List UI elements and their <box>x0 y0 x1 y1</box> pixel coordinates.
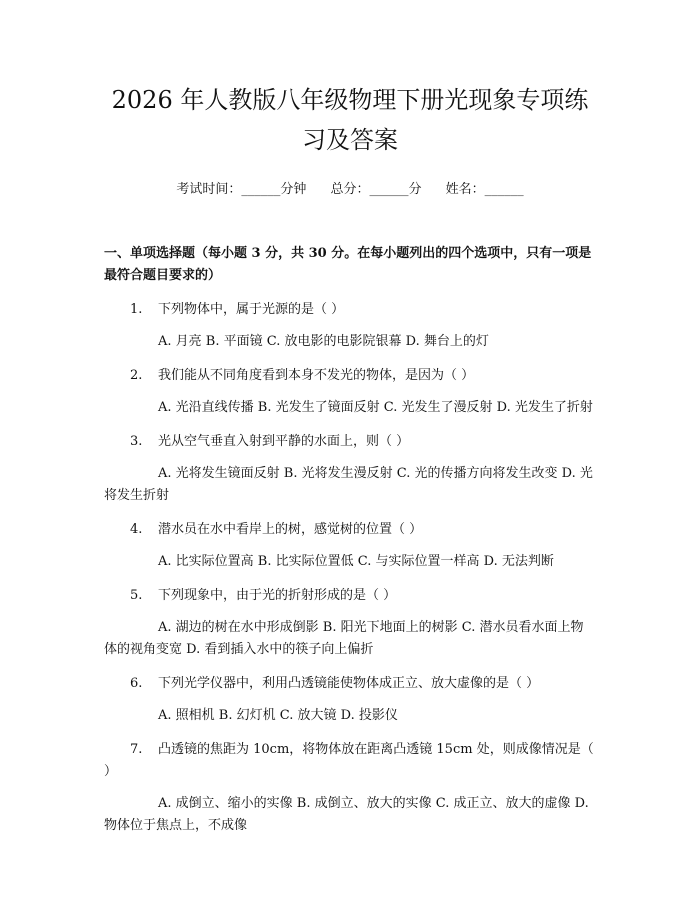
question-number: 5. <box>130 588 143 603</box>
question-2 <box>104 365 596 419</box>
question-text: 下列光学仪器中，利用凸透镜能使物体成正立、放大虚像的是（ ） <box>158 676 540 691</box>
question-stem <box>104 519 596 541</box>
question-3 <box>104 431 596 507</box>
document-title <box>104 0 596 160</box>
exam-time: 考试时间：______分钟 <box>176 182 307 197</box>
question-options: A. 湖边的树在水中形成倒影 B. 阳光下地面上的树影 C. 潜水员看水面上物体的视角变宽 D. 看到插入水中的筷子向上偏折 <box>104 620 584 657</box>
question-5 <box>104 585 596 661</box>
question-stem <box>104 299 596 321</box>
question-text: 下列物体中，属于光源的是（ ） <box>158 302 345 317</box>
question-options: A. 光沿直线传播 B. 光发生了镜面反射 C. 光发生了漫反射 D. 光发生了折射 <box>158 400 593 415</box>
question-stem <box>104 739 596 783</box>
question-number: 3. <box>130 434 143 449</box>
title-line-2: 习及答案 <box>302 126 398 154</box>
section-heading-single-choice: 一、单项选择题（每小题 3 分，共 30 分。在每小题列出的四个选项中，只有一项是最符合题目要求的） <box>104 246 592 283</box>
question-number: 7. <box>130 742 143 757</box>
exam-name: 姓名：______ <box>445 182 524 197</box>
question-stem <box>104 673 596 695</box>
exam-info <box>104 180 596 200</box>
question-text: 下列现象中，由于光的折射形成的是（ ） <box>158 588 397 603</box>
question-number: 6. <box>130 676 143 691</box>
question-text: 潜水员在水中看岸上的树，感觉树的位置（ ） <box>158 522 423 537</box>
question-options: A. 光将发生镜面反射 B. 光将发生漫反射 C. 光的传播方向将发生改变 D. 光将发生折射 <box>104 466 593 503</box>
question-options: A. 成倒立、缩小的实像 B. 成倒立、放大的实像 C. 成正立、放大的虚像 D. 物体位于焦点上，不成像 <box>104 796 589 833</box>
question-options: A. 比实际位置高 B. 比实际位置低 C. 与实际位置一样高 D. 无法判断 <box>158 554 554 569</box>
question-number: 4. <box>130 522 143 537</box>
question-stem <box>104 365 596 387</box>
question-stem <box>104 431 596 453</box>
question-options: A. 月亮 B. 平面镜 C. 放电影的电影院银幕 D. 舞台上的灯 <box>158 334 489 349</box>
question-options: A. 照相机 B. 幻灯机 C. 放大镜 D. 投影仪 <box>158 708 398 723</box>
question-text: 我们能从不同角度看到本身不发光的物体，是因为（ ） <box>158 368 475 383</box>
title-line-1: 2026 年人教版八年级物理下册光现象专项练 <box>111 86 589 114</box>
question-number: 2. <box>130 368 143 383</box>
question-1 <box>104 299 596 353</box>
question-text: 凸透镜的焦距为 10cm，将物体放在距离凸透镜 15cm 处，则成像情况是（ ） <box>104 742 594 779</box>
question-text: 光从空气垂直入射到平静的水面上，则（ ） <box>158 434 410 449</box>
question-number: 1. <box>130 302 143 317</box>
exam-total-score: 总分：______分 <box>330 182 422 197</box>
question-4 <box>104 519 596 573</box>
question-stem <box>104 585 596 607</box>
question-7 <box>104 739 596 837</box>
question-6 <box>104 673 596 727</box>
